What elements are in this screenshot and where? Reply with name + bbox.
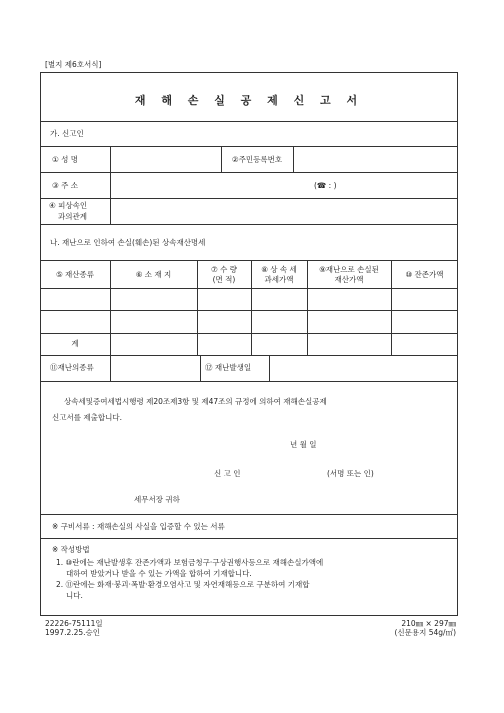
inheritor-relation-label: ④ 피상속인 xyxy=(49,201,88,210)
table-row[interactable] xyxy=(41,311,457,332)
divider xyxy=(40,538,458,539)
divider xyxy=(40,355,458,356)
instruction-item-2: 2. ⑪란에는 화재·붕괴·폭발·환경오염사고 및 자연재해등으로 구분하여 기재합 xyxy=(56,580,310,589)
date-line: 년 월 일 xyxy=(290,440,317,449)
divider xyxy=(40,333,458,334)
disaster-date-field[interactable] xyxy=(271,357,456,379)
applicant-field[interactable] xyxy=(265,464,325,480)
approval-date: 1997.2.25.승인 xyxy=(45,628,101,637)
disaster-type-label: ⑪재난의종류 xyxy=(50,363,94,372)
divider xyxy=(110,146,111,224)
inheritor-relation-label-2: 과의관계 xyxy=(58,212,87,221)
form-code: 22226-75111일 xyxy=(45,619,103,628)
disaster-type-field[interactable] xyxy=(112,357,198,379)
total-row[interactable] xyxy=(112,335,456,353)
applicant-label: 신 고 인 xyxy=(214,469,241,478)
phone-label: (☎ : ) xyxy=(314,181,337,190)
divider xyxy=(269,355,270,381)
page-title: 재 해 손 실 공 제 신 고 서 xyxy=(134,94,364,107)
inheritor-relation-field[interactable] xyxy=(112,200,456,222)
recipient-label: 세무서장 귀하 xyxy=(134,495,180,504)
instruction-item-1-cont: 대하여 받았거나 받을 수 있는 가액을 합하여 기재합니다. xyxy=(66,569,252,578)
address-field[interactable] xyxy=(112,174,456,196)
divider xyxy=(40,381,458,382)
signature-label: (서명 또는 인) xyxy=(327,469,374,478)
divider xyxy=(293,146,294,172)
col-property-type: ⑤ 재산종류 xyxy=(55,270,95,279)
declaration-text-2: 신고서를 제출합니다. xyxy=(52,413,122,422)
col-loss-value: ⑨재난으로 손실된 xyxy=(319,265,379,274)
section-b-heading: 나. 재난으로 인하여 손실(훼손)된 상속재산명세 xyxy=(50,238,206,247)
paper-type: (신문용지 54g/㎡) xyxy=(394,628,456,637)
col-quantity: ⑦ 수 량 xyxy=(211,265,237,274)
divider xyxy=(40,121,458,122)
total-label: 계 xyxy=(71,339,79,348)
instruction-item-2-cont: 니다. xyxy=(66,591,83,600)
col-loss-value-sub: 재산가액 xyxy=(334,275,364,284)
section-a-heading: 가. 신고인 xyxy=(50,129,84,138)
divider xyxy=(200,355,201,381)
required-documents: ※ 구비서류 : 재해손실의 사실을 입증할 수 있는 서류 xyxy=(52,522,225,531)
declaration-text: 상속세및증여세법시행령 제20조제3항 및 제47조의 규정에 의하여 재해손실공제 xyxy=(64,397,327,406)
divider xyxy=(40,514,458,515)
form-label: [별지 제6호서식] xyxy=(45,60,102,69)
name-field[interactable] xyxy=(112,148,219,170)
divider xyxy=(40,198,458,199)
col-taxable-value: ⑧ 상 속 세 xyxy=(261,265,297,274)
divider xyxy=(40,146,458,147)
disaster-date-label: ⑫ 재난발생일 xyxy=(205,363,252,372)
id-number-field[interactable] xyxy=(295,148,456,170)
col-quantity-sub: (면 적) xyxy=(212,275,236,284)
address-label: ③ 주 소 xyxy=(52,181,78,190)
instructions-heading: ※ 작성방법 xyxy=(52,545,90,554)
instruction-item-1: 1. ⑩란에는 재난발생후 잔존가액과 보험금청구·구상권행사등으로 재해손실가액에 xyxy=(56,558,324,567)
name-label: ① 성 명 xyxy=(52,155,78,164)
col-location: ⑥ 소 재 지 xyxy=(135,270,172,279)
table-row[interactable] xyxy=(41,289,457,309)
divider xyxy=(40,260,458,261)
col-residual-value: ⑩ 잔존가액 xyxy=(405,270,444,279)
divider xyxy=(40,172,458,173)
divider xyxy=(40,224,458,225)
col-taxable-value-sub: 과세가액 xyxy=(264,275,294,284)
id-number-label: ②주민등록번호 xyxy=(231,155,283,164)
paper-size: 210㎜ × 297㎜ xyxy=(401,619,456,628)
